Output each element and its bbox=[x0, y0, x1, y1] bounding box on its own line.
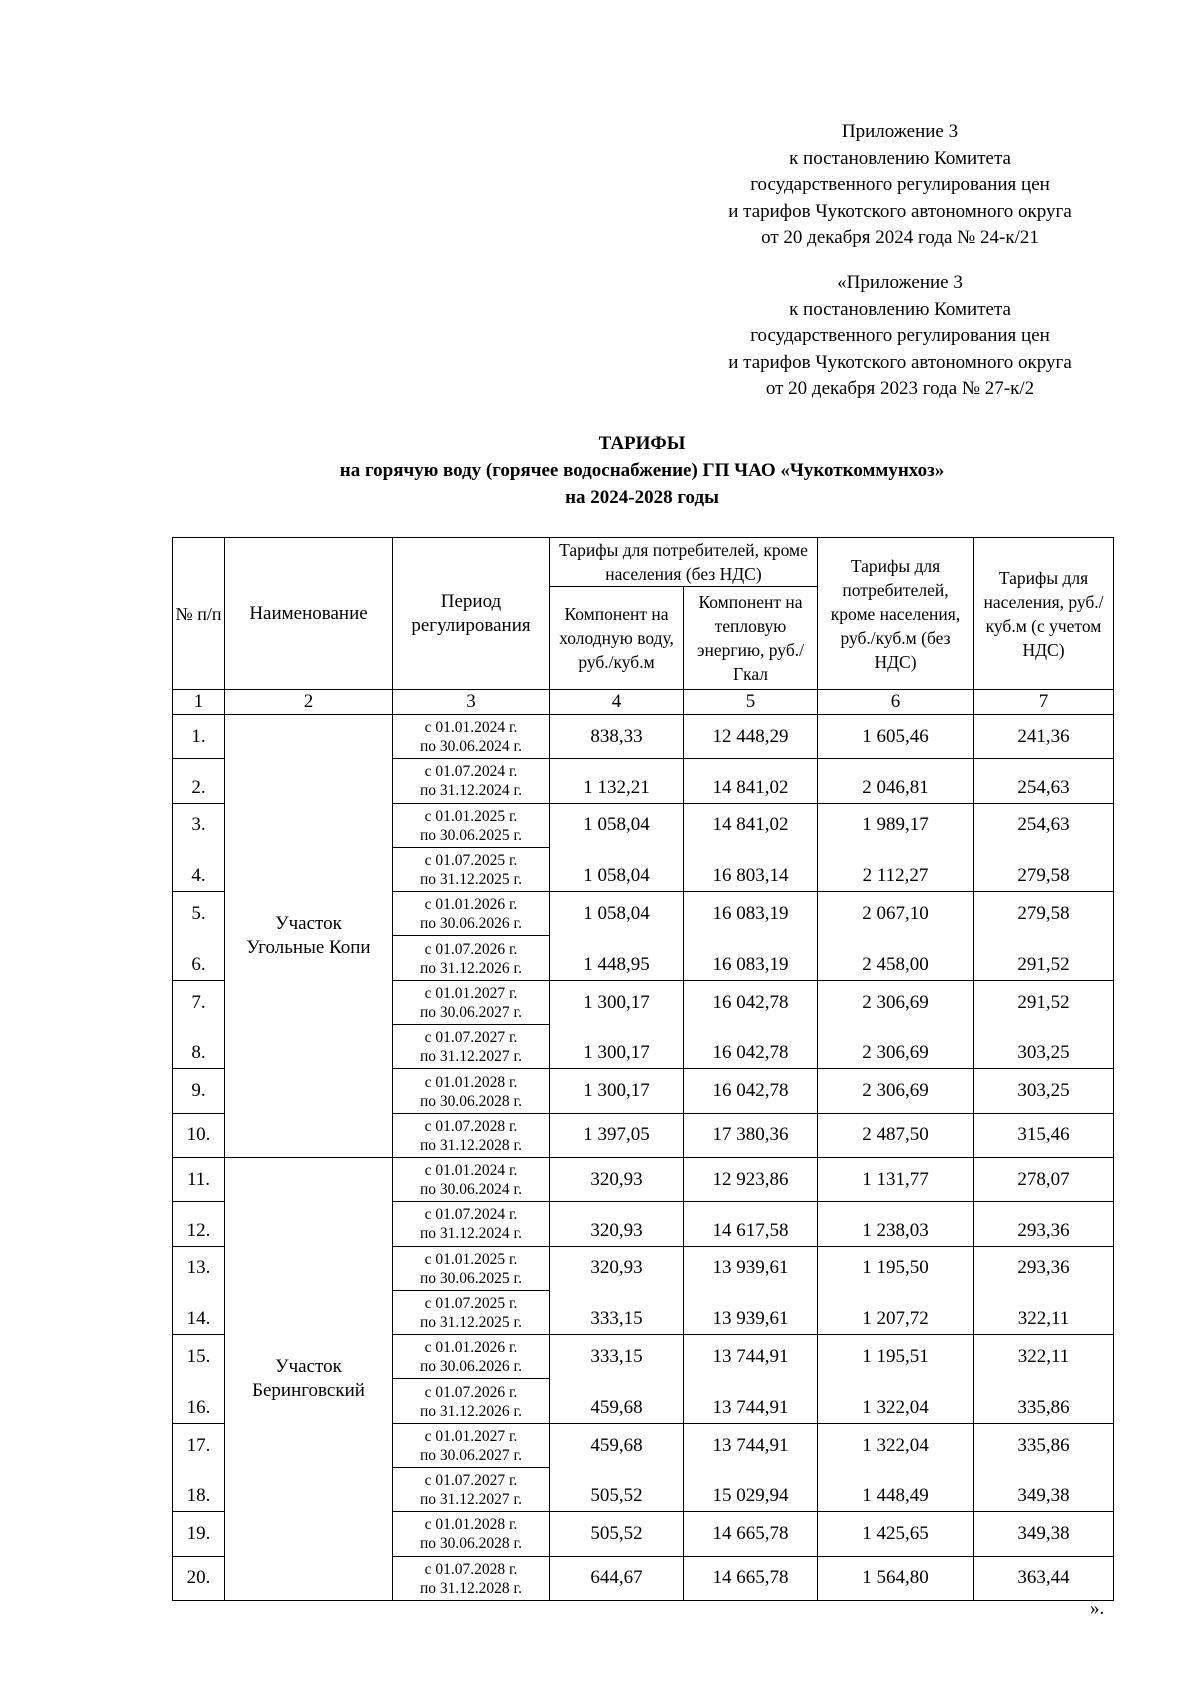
total-non-population-value: 1 322,04 bbox=[818, 1423, 974, 1467]
heat-energy-value: 16 042,78 bbox=[684, 980, 818, 1024]
col-number: 1 bbox=[173, 690, 225, 715]
population-value: 349,38 bbox=[974, 1468, 1114, 1512]
heat-energy-value: 16 083,19 bbox=[684, 892, 818, 936]
appendix-line: Приложение 3 bbox=[841, 121, 959, 142]
table-row bbox=[173, 715, 1114, 759]
period-cell bbox=[393, 715, 550, 759]
period-cell bbox=[393, 1157, 550, 1201]
population-value: 241,36 bbox=[974, 715, 1114, 759]
period-start: с 01.07.2024 г. bbox=[424, 763, 518, 781]
total-non-population-value: 1 207,72 bbox=[818, 1290, 974, 1334]
section-name bbox=[225, 1157, 393, 1600]
period-start: с 01.01.2024 г. bbox=[424, 1162, 518, 1180]
period-start: с 01.07.2027 г. bbox=[424, 1472, 518, 1490]
population-value: 254,63 bbox=[974, 803, 1114, 847]
period-cell bbox=[393, 1290, 550, 1334]
row-number: 20. bbox=[173, 1556, 225, 1600]
period-cell bbox=[393, 759, 550, 803]
heat-energy-value: 12 448,29 bbox=[684, 715, 818, 759]
total-non-population-value: 2 067,10 bbox=[818, 892, 974, 936]
heat-energy-value: 13 939,61 bbox=[684, 1290, 818, 1334]
population-value: 335,86 bbox=[974, 1379, 1114, 1423]
period-start: с 01.07.2028 г. bbox=[424, 1560, 518, 1578]
population-value: 293,36 bbox=[974, 1246, 1114, 1290]
period-start: с 01.01.2026 г. bbox=[424, 1339, 518, 1357]
period-end: по 31.12.2028 г. bbox=[419, 1136, 523, 1154]
header-group-non-population: Тарифы для потребителей, кроме населения (без НДС) bbox=[550, 538, 818, 587]
period-end: по 30.06.2025 г. bbox=[419, 826, 523, 844]
period-start: с 01.01.2028 г. bbox=[424, 1073, 518, 1091]
heat-energy-value: 14 665,78 bbox=[684, 1512, 818, 1556]
col-number: 4 bbox=[550, 690, 684, 715]
period-start: с 01.01.2025 г. bbox=[424, 1250, 518, 1268]
row-number: 6. bbox=[173, 936, 225, 980]
total-non-population-value: 1 238,03 bbox=[818, 1202, 974, 1246]
cold-water-value: 1 058,04 bbox=[550, 847, 684, 891]
appendix-line: государственного регулирования цен bbox=[750, 174, 1050, 195]
period-start: с 01.01.2025 г. bbox=[424, 807, 518, 825]
header-period: Период регулирования bbox=[393, 538, 550, 690]
section-name-line: Угольные Копи bbox=[246, 936, 371, 958]
cold-water-value: 1 448,95 bbox=[550, 936, 684, 980]
heat-energy-value: 16 042,78 bbox=[684, 1025, 818, 1069]
total-non-population-value: 2 306,69 bbox=[818, 980, 974, 1024]
total-non-population-value: 2 112,27 bbox=[818, 847, 974, 891]
heat-energy-value: 14 617,58 bbox=[684, 1202, 818, 1246]
period-end: по 30.06.2026 г. bbox=[419, 1358, 523, 1376]
period-cell bbox=[393, 980, 550, 1024]
cold-water-value: 1 058,04 bbox=[550, 803, 684, 847]
population-value: 254,63 bbox=[974, 759, 1114, 803]
total-non-population-value: 1 322,04 bbox=[818, 1379, 974, 1423]
population-value: 335,86 bbox=[974, 1423, 1114, 1467]
period-end: по 31.12.2024 г. bbox=[419, 1225, 523, 1243]
section-name bbox=[225, 715, 393, 1158]
period-end: по 30.06.2027 г. bbox=[419, 1446, 523, 1464]
appendix-line: «Приложение 3 bbox=[837, 272, 963, 293]
period-cell bbox=[393, 1379, 550, 1423]
row-number: 18. bbox=[173, 1468, 225, 1512]
population-value: 363,44 bbox=[974, 1556, 1114, 1600]
period-start: с 01.01.2027 г. bbox=[424, 1427, 518, 1445]
header-name: Наименование bbox=[225, 538, 393, 690]
section-name-line: Беринговский bbox=[252, 1379, 365, 1401]
period-start: с 01.01.2027 г. bbox=[424, 984, 518, 1002]
header-heat-energy: Компонент на тепловую энергию, руб./Гкал bbox=[684, 587, 818, 690]
period-end: по 30.06.2026 г. bbox=[419, 915, 523, 933]
period-end: по 31.12.2028 г. bbox=[419, 1579, 523, 1597]
period-cell bbox=[393, 892, 550, 936]
cold-water-value: 333,15 bbox=[550, 1290, 684, 1334]
appendix-previous-header bbox=[700, 270, 1100, 403]
header-total-non-population: Тарифы для потребителей, кроме населения, руб./куб.м (без НДС) bbox=[818, 538, 974, 690]
period-end: по 31.12.2025 г. bbox=[419, 1314, 523, 1331]
row-number: 5. bbox=[173, 892, 225, 936]
period-start: с 01.07.2028 г. bbox=[424, 1117, 518, 1135]
total-non-population-value: 2 306,69 bbox=[818, 1069, 974, 1113]
appendix-line: от 20 декабря 2024 года № 24-к/21 bbox=[761, 227, 1039, 248]
cold-water-value: 1 397,05 bbox=[550, 1113, 684, 1157]
period-end: по 31.12.2025 г. bbox=[419, 871, 523, 889]
row-number: 15. bbox=[173, 1335, 225, 1379]
period-cell bbox=[393, 1113, 550, 1157]
row-number: 13. bbox=[173, 1246, 225, 1290]
cold-water-value: 838,33 bbox=[550, 715, 684, 759]
heat-energy-value: 14 665,78 bbox=[684, 1556, 818, 1600]
cold-water-value: 459,68 bbox=[550, 1379, 684, 1423]
period-end: по 30.06.2024 г. bbox=[419, 1181, 523, 1199]
total-non-population-value: 1 195,50 bbox=[818, 1246, 974, 1290]
period-cell bbox=[393, 1335, 550, 1379]
period-start: с 01.01.2024 г. bbox=[424, 719, 518, 737]
total-non-population-value: 1 195,51 bbox=[818, 1335, 974, 1379]
heat-energy-value: 13 939,61 bbox=[684, 1246, 818, 1290]
population-value: 291,52 bbox=[974, 980, 1114, 1024]
row-number: 7. bbox=[173, 980, 225, 1024]
cold-water-value: 1 058,04 bbox=[550, 892, 684, 936]
appendix-line: от 20 декабря 2023 года № 27-к/2 bbox=[765, 378, 1035, 399]
cold-water-value: 1 132,21 bbox=[550, 759, 684, 803]
total-non-population-value: 1 564,80 bbox=[818, 1556, 974, 1600]
period-end: по 30.06.2024 г. bbox=[419, 738, 523, 756]
period-end: по 31.12.2026 г. bbox=[419, 959, 523, 977]
col-number: 2 bbox=[225, 690, 393, 715]
heat-energy-value: 13 744,91 bbox=[684, 1423, 818, 1467]
period-cell bbox=[393, 1512, 550, 1556]
population-value: 322,11 bbox=[974, 1290, 1114, 1334]
period-cell bbox=[393, 1025, 550, 1069]
heat-energy-value: 14 841,02 bbox=[684, 759, 818, 803]
row-number: 4. bbox=[173, 847, 225, 891]
population-value: 279,58 bbox=[974, 847, 1114, 891]
appendix-line: к постановлению Комитета bbox=[789, 298, 1011, 320]
population-value: 303,25 bbox=[974, 1069, 1114, 1113]
period-start: с 01.07.2024 г. bbox=[424, 1206, 518, 1224]
section-name-line: Участок bbox=[275, 1355, 342, 1377]
row-number: 11. bbox=[173, 1157, 225, 1201]
population-value: 291,52 bbox=[974, 936, 1114, 980]
period-end: по 30.06.2028 г. bbox=[419, 1535, 523, 1553]
period-end: по 31.12.2026 г. bbox=[419, 1402, 523, 1420]
row-number: 12. bbox=[173, 1202, 225, 1246]
population-value: 279,58 bbox=[974, 892, 1114, 936]
header-cold-water: Компонент на холодную воду, руб./куб.м bbox=[550, 587, 684, 690]
population-value: 349,38 bbox=[974, 1512, 1114, 1556]
appendix-line: государственного регулирования цен bbox=[750, 325, 1050, 346]
row-number: 17. bbox=[173, 1423, 225, 1467]
row-number: 19. bbox=[173, 1512, 225, 1556]
period-end: по 31.12.2024 г. bbox=[419, 782, 523, 800]
total-non-population-value: 1 425,65 bbox=[818, 1512, 974, 1556]
period-cell bbox=[393, 1202, 550, 1246]
cold-water-value: 459,68 bbox=[550, 1423, 684, 1467]
row-number: 3. bbox=[173, 803, 225, 847]
appendix-line: и тарифов Чукотского автономного округа bbox=[728, 351, 1072, 373]
col-number: 7 bbox=[974, 690, 1114, 715]
population-value: 278,07 bbox=[974, 1157, 1114, 1201]
total-non-population-value: 2 458,00 bbox=[818, 936, 974, 980]
cold-water-value: 1 300,17 bbox=[550, 980, 684, 1024]
heat-energy-value: 14 841,02 bbox=[684, 803, 818, 847]
heat-energy-value: 17 380,36 bbox=[684, 1113, 818, 1157]
heat-energy-value: 16 042,78 bbox=[684, 1069, 818, 1113]
cold-water-value: 644,67 bbox=[550, 1556, 684, 1600]
heat-energy-value: 16 803,14 bbox=[684, 847, 818, 891]
period-start: с 01.01.2026 г. bbox=[424, 896, 518, 914]
period-end: по 30.06.2025 г. bbox=[419, 1269, 523, 1287]
table-row bbox=[173, 1157, 1114, 1201]
row-number: 10. bbox=[173, 1113, 225, 1157]
period-cell bbox=[393, 1246, 550, 1290]
appendix-line: к постановлению Комитета bbox=[789, 147, 1011, 169]
row-number: 1. bbox=[173, 715, 225, 759]
header-population: Тарифы для населения, руб./куб.м (с учетом НДС) bbox=[974, 538, 1114, 690]
population-value: 322,11 bbox=[974, 1335, 1114, 1379]
period-cell bbox=[393, 1069, 550, 1113]
period-end: по 31.12.2027 г. bbox=[419, 1048, 523, 1066]
population-value: 315,46 bbox=[974, 1113, 1114, 1157]
cold-water-value: 320,93 bbox=[550, 1202, 684, 1246]
cold-water-value: 1 300,17 bbox=[550, 1025, 684, 1069]
cold-water-value: 320,93 bbox=[550, 1157, 684, 1201]
period-start: с 01.07.2027 г. bbox=[424, 1029, 518, 1047]
period-start: с 01.07.2025 г. bbox=[424, 852, 518, 870]
period-cell bbox=[393, 936, 550, 980]
total-non-population-value: 2 487,50 bbox=[818, 1113, 974, 1157]
tariff-table bbox=[172, 537, 1114, 1601]
col-number: 3 bbox=[393, 690, 550, 715]
cold-water-value: 1 300,17 bbox=[550, 1069, 684, 1113]
period-start: с 01.07.2026 г. bbox=[424, 940, 518, 958]
tariff-table-body bbox=[173, 715, 1114, 1601]
cold-water-value: 333,15 bbox=[550, 1335, 684, 1379]
row-number: 9. bbox=[173, 1069, 225, 1113]
row-number: 2. bbox=[173, 759, 225, 803]
row-number: 8. bbox=[173, 1025, 225, 1069]
total-non-population-value: 2 306,69 bbox=[818, 1025, 974, 1069]
title-line-1: ТАРИФЫ bbox=[598, 433, 686, 454]
section-name-line: Участок bbox=[275, 912, 342, 934]
cold-water-value: 320,93 bbox=[550, 1246, 684, 1290]
total-non-population-value: 1 989,17 bbox=[818, 803, 974, 847]
col-number: 5 bbox=[684, 690, 818, 715]
period-end: по 31.12.2027 г. bbox=[419, 1491, 523, 1509]
row-number: 14. bbox=[173, 1290, 225, 1334]
period-cell bbox=[393, 1423, 550, 1467]
heat-energy-value: 16 083,19 bbox=[684, 936, 818, 980]
total-non-population-value: 1 448,49 bbox=[818, 1468, 974, 1512]
title-line-3: на 2024-2028 годы bbox=[565, 487, 719, 508]
population-value: 293,36 bbox=[974, 1202, 1114, 1246]
document-title bbox=[0, 430, 1200, 511]
period-cell bbox=[393, 1556, 550, 1600]
total-non-population-value: 1 605,46 bbox=[818, 715, 974, 759]
population-value: 303,25 bbox=[974, 1025, 1114, 1069]
heat-energy-value: 13 744,91 bbox=[684, 1335, 818, 1379]
period-end: по 30.06.2028 г. bbox=[419, 1092, 523, 1110]
period-cell bbox=[393, 803, 550, 847]
period-start: с 01.07.2025 г. bbox=[424, 1295, 518, 1312]
heat-energy-value: 12 923,86 bbox=[684, 1157, 818, 1201]
period-start: с 01.07.2026 г. bbox=[424, 1383, 518, 1401]
appendix-current-header bbox=[700, 119, 1100, 252]
period-start: с 01.01.2028 г. bbox=[424, 1516, 518, 1534]
title-line-2: на горячую воду (горячее водоснабжение) ГП ЧАО «Чукоткоммунхоз» bbox=[339, 460, 945, 481]
total-non-population-value: 2 046,81 bbox=[818, 759, 974, 803]
period-cell bbox=[393, 1468, 550, 1512]
appendix-line: и тарифов Чукотского автономного округа bbox=[728, 200, 1072, 222]
header-num: № п/п bbox=[173, 538, 225, 690]
heat-energy-value: 13 744,91 bbox=[684, 1379, 818, 1423]
heat-energy-value: 15 029,94 bbox=[684, 1468, 818, 1512]
closing-quote: ». bbox=[1090, 1598, 1105, 1619]
cold-water-value: 505,52 bbox=[550, 1468, 684, 1512]
total-non-population-value: 1 131,77 bbox=[818, 1157, 974, 1201]
period-cell bbox=[393, 847, 550, 891]
period-end: по 30.06.2027 г. bbox=[419, 1003, 523, 1021]
col-number: 6 bbox=[818, 690, 974, 715]
row-number: 16. bbox=[173, 1379, 225, 1423]
cold-water-value: 505,52 bbox=[550, 1512, 684, 1556]
